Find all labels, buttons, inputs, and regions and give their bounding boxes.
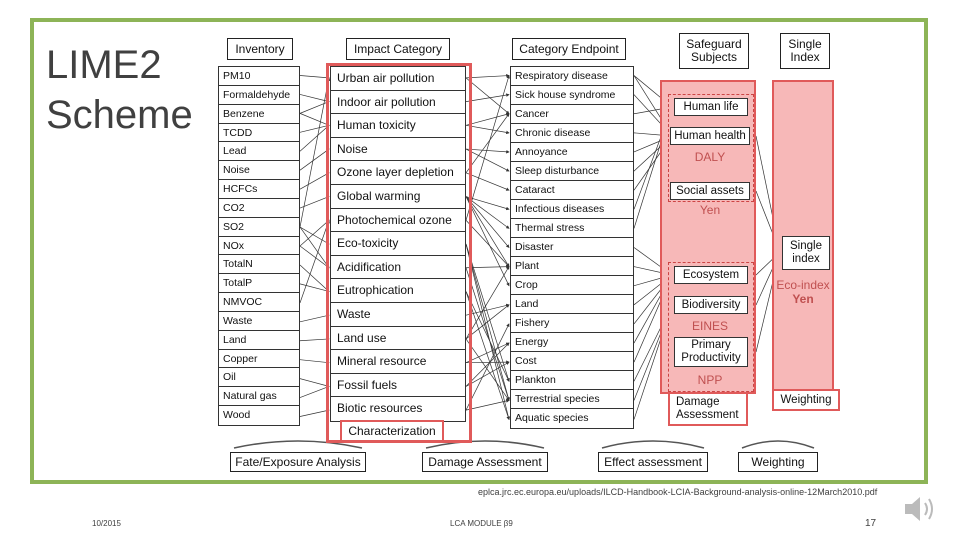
inventory-impact-arrow <box>300 410 329 416</box>
stage-bracket <box>742 441 814 448</box>
impact-category-item: Acidification <box>331 256 465 280</box>
endpoint-item: Land <box>511 295 633 314</box>
impact-category-item: Noise <box>331 138 465 162</box>
unit-npp: NPP <box>697 373 723 387</box>
inventory-impact-arrow <box>300 386 329 397</box>
header-inventory: Inventory <box>227 38 293 60</box>
impact-endpoint-arrow <box>466 244 509 381</box>
category-endpoint-list <box>510 66 634 429</box>
impact-endpoint-arrow <box>466 76 509 221</box>
lime2-diagram <box>212 30 852 480</box>
inventory-item: Wood <box>223 409 251 422</box>
weighting-label: Weighting <box>772 389 840 411</box>
title-line-1: LIME2 <box>46 43 162 87</box>
impact-endpoint-arrow <box>466 114 509 173</box>
inventory-item: Waste <box>219 312 299 331</box>
inventory-item: Noise <box>219 161 299 180</box>
inventory-impact-arrow <box>300 102 329 114</box>
endpoint-item: Energy <box>511 333 633 352</box>
source-url[interactable]: eplca.jrc.ec.europa.eu/uploads/ILCD-Handbook-LCIA-Background-analysis-online-12March2010.pdf <box>478 487 878 497</box>
impact-category-item: Urban air pollution <box>331 67 465 91</box>
characterization-label: Characterization <box>340 420 444 442</box>
header-impact-category: Impact Category <box>346 38 450 60</box>
endpoint-item: Sick house syndrome <box>511 86 633 105</box>
impact-category-item: Fossil fuels <box>331 374 465 398</box>
endpoint-item: Respiratory disease <box>511 67 633 86</box>
stage-damage-assessment: Damage Assessment <box>422 452 548 472</box>
impact-endpoint-arrow <box>466 362 509 386</box>
inventory-impact-arrow <box>300 227 329 244</box>
safeguard-human-health: Human health <box>670 127 750 145</box>
safeguard-human-life: Human life <box>674 98 748 116</box>
inventory-item: Benzene <box>219 105 299 124</box>
header-single-index: Single Index <box>780 33 830 69</box>
inventory-item: TotalP <box>219 274 299 293</box>
impact-endpoint-arrow <box>466 267 509 339</box>
impact-endpoint-arrow <box>466 291 509 419</box>
endpoint-item: Plant <box>511 257 633 276</box>
inventory-item: Formaldehyde <box>219 86 299 105</box>
endpoint-item: Terrestrial species <box>511 390 633 409</box>
endpoint-item: Cataract <box>511 181 633 200</box>
impact-category-item: Global warming <box>331 185 465 209</box>
impact-endpoint-arrow <box>466 125 509 133</box>
impact-endpoint-arrow <box>466 114 509 126</box>
impact-category-item: Mineral resource <box>331 350 465 374</box>
endpoint-item: Plankton <box>511 371 633 390</box>
inventory-item: Natural gas <box>219 387 299 406</box>
inventory-item: Land <box>219 331 299 350</box>
impact-endpoint-arrow <box>466 197 509 286</box>
impact-endpoint-arrow <box>466 76 509 78</box>
stage-bracket <box>602 441 704 448</box>
inventory-item: TCDD <box>219 124 299 143</box>
impact-category-item: Photochemical ozone <box>331 209 465 233</box>
inventory-impact-arrow <box>300 360 329 363</box>
impact-endpoint-arrow <box>466 400 509 410</box>
endpoint-item: Cost <box>511 352 633 371</box>
unit-eines: EINES <box>691 319 728 333</box>
eco-index-unit: Yen <box>792 292 814 306</box>
footer-page-number: 17 <box>865 518 877 529</box>
stage-effect-assessment: Effect assessment <box>598 452 708 472</box>
eco-index-label: Eco-index <box>776 278 830 292</box>
inventory-item: CO2 <box>219 199 299 218</box>
safeguard-ecosystem: Ecosystem <box>674 266 748 284</box>
damage-assessment-label: Damage Assessment <box>668 392 748 426</box>
endpoint-item: Annoyance <box>511 143 633 162</box>
endpoint-item: Disaster <box>511 238 633 257</box>
endpoint-item: Chronic disease <box>511 124 633 143</box>
safeguard-biodiversity: Biodiversity <box>674 296 748 314</box>
impact-category-item: Waste <box>331 303 465 327</box>
inventory-item: NOx <box>219 237 299 256</box>
inventory-list <box>218 66 300 426</box>
inventory-impact-arrow <box>300 246 329 268</box>
impact-endpoint-arrow <box>466 244 509 419</box>
stage-weighting: Weighting <box>738 452 818 472</box>
endpoint-item: Sleep disturbance <box>511 162 633 181</box>
inventory-item: HCFCs <box>219 180 299 199</box>
inventory-item: SO2 <box>219 218 299 237</box>
inventory-item: PM10 <box>219 67 299 86</box>
single-index-box: Single index <box>782 236 830 270</box>
inventory-item: Copper <box>219 350 299 369</box>
footer-module: LCA MODULE β9 <box>450 519 513 528</box>
impact-endpoint-arrow <box>466 362 509 363</box>
endpoint-item: Fishery <box>511 314 633 333</box>
impact-category-item: Indoor air pollution <box>331 91 465 115</box>
impact-category-item: Biotic resources <box>337 401 423 416</box>
endpoint-item: Cancer <box>511 105 633 124</box>
inventory-impact-arrow <box>300 315 329 322</box>
inventory-impact-arrow <box>300 125 329 151</box>
impact-category-list <box>330 66 466 422</box>
impact-endpoint-arrow <box>466 197 509 229</box>
inventory-impact-arrow <box>300 339 329 341</box>
impact-endpoint-arrow <box>466 220 509 266</box>
endpoint-item: Crop <box>511 276 633 295</box>
stage-fate-exposure: Fate/Exposure Analysis <box>230 452 366 472</box>
impact-category-item: Ozone layer depletion <box>331 161 465 185</box>
impact-endpoint-arrow <box>466 149 509 171</box>
unit-yen: Yen <box>699 203 721 217</box>
inventory-impact-arrow <box>300 113 329 125</box>
impact-category-item: Land use <box>331 327 465 351</box>
impact-category-item: Eco-toxicity <box>331 232 465 256</box>
impact-category-item: Eutrophication <box>331 279 465 303</box>
unit-daly: DALY <box>694 150 726 164</box>
inventory-item: NMVOC <box>219 293 299 312</box>
impact-endpoint-arrow <box>466 339 509 400</box>
impact-endpoint-arrow <box>466 173 509 190</box>
impact-endpoint-arrow <box>466 197 509 248</box>
speaker-icon[interactable] <box>903 494 939 524</box>
inventory-item: Oil <box>219 368 299 387</box>
endpoint-item: Thermal stress <box>511 219 633 238</box>
title-line-2: Scheme <box>46 93 193 137</box>
endpoint-item: Infectious diseases <box>511 200 633 219</box>
slide-title <box>46 40 216 140</box>
inventory-impact-arrow <box>300 75 329 77</box>
inventory-impact-arrow <box>300 379 329 387</box>
header-safeguard-subjects: Safeguard Subjects <box>679 33 749 69</box>
impact-category-item: Human toxicity <box>331 114 465 138</box>
inventory-item: Lead <box>219 142 299 161</box>
impact-endpoint-arrow <box>466 149 509 152</box>
safeguard-social-assets: Social assets <box>670 182 750 200</box>
footer-date: 10/2015 <box>92 519 121 528</box>
safeguard-primary-productivity: Primary Productivity <box>674 337 748 367</box>
header-category-endpoint: Category Endpoint <box>512 38 626 60</box>
endpoint-item: Aquatic species <box>515 412 589 424</box>
inventory-impact-arrow <box>300 173 329 189</box>
inventory-item: TotalN <box>219 255 299 274</box>
